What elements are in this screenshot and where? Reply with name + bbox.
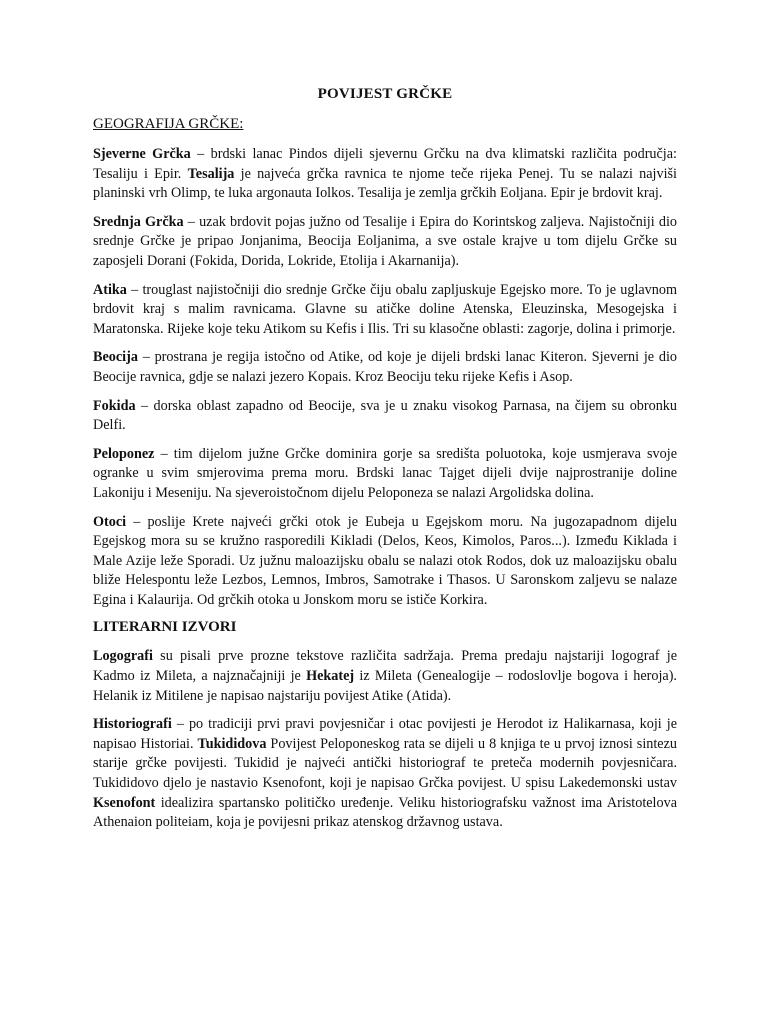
section-literarni-izvori — [93, 647, 677, 832]
section-heading-geografija: GEOGRAFIJA GRČKE: — [93, 116, 244, 132]
paragraph-text: – tim dijelom južne Grčke dominira gorje sa središta poluotoka, koje usmjerava svoje ogranke u svim smjerovima prema moru. Brdski lanac Tajget dijeli dvije najprostranije doline Lakoniju i Meseniju. Na sjeveroistočnom dijelu Peloponeza se nalazi Argolidska dolina. — [93, 445, 677, 501]
paragraph — [93, 715, 677, 833]
page-title: POVIJEST GRČKE — [317, 86, 453, 102]
bold-term: Peloponez — [93, 445, 155, 462]
paragraph — [93, 281, 677, 340]
bold-term: Tesalija — [187, 165, 235, 182]
paragraph-text: je najveća grčka ravnica te njome teče rijeka Penej. Tu se nalazi najviši planinski vrh Olimp, te luka argonauta Iolkos. Tesalija je zemlja grčkih Eoljana. Epir je brdovit kraj. — [93, 165, 677, 202]
bold-term: Atika — [93, 281, 127, 298]
paragraph-text: – uzak brdovit pojas južno od Tesalije i Epira do Korintskog zaljeva. Najistočniji dio srednje Grčke je pripao Jonjanima, Beocija Eoljanima, a sve ostale krajve u tom dijelu Grčke su zaposjeli Dorani (Fokida, Dorida, Lokride, Etolija i Akarnanija). — [93, 213, 677, 269]
section-heading-literarni-izvori: LITERARNI IZVORI — [93, 619, 237, 636]
paragraph-text: – po tradiciji prvi pravi povjesničar i otac povijesti je Herodot iz Halikarnasa, koji je napisao Historiai. — [93, 716, 677, 752]
bold-term: Logografi — [93, 648, 153, 665]
paragraph-text: idealizira spartansko političko uređenje. Veliku historiografsku važnost ima Aristotelova Athenaion politeiam, koja je povijesni prikaz atenskog državnog ustava. — [93, 794, 677, 831]
bold-term: Ksenofont — [93, 794, 156, 811]
paragraph — [93, 513, 677, 611]
bold-term: Beocija — [93, 349, 138, 366]
paragraph-text: iz Mileta (Genealogije – rodoslovlje bogova i heroja). Helanik iz Mitilene je napisao najstariju povijest Atike (Atida). — [93, 668, 677, 704]
paragraph — [93, 213, 677, 272]
paragraph-text: Povijest Peloponeskog rata se dijeli u 8 knjiga te u prvoj iznosi sintezu starije grčke povijesti. Tukidid je najveći antički historiograf te preteča modernih povjesničara. Tukididovo djelo je nastavio Ksenofont, koji je napisao Grčka povijest. U spisu Lakedemonski ustav — [93, 735, 677, 792]
paragraph-text: – brdski lanac Pindos dijeli sjevernu Grčku na dva klimatski različita područja: Tesaliju i Epir. — [93, 146, 677, 182]
paragraph-text: – trouglast najistočniji dio srednje Grčke čiju obalu zapljuskuje Egejsko more. To je uglavnom brdovit kraj s malim ravnicama. Glavne su atičke doline Atenska, Eleuzinska, Mesogejska i Maratonska. Rijeke koje teku Atikom su Kefis i Ilis. Tri su klasočne oblasti: zagorje, dolina i primorje. — [93, 281, 677, 337]
bold-term: Historiografi — [93, 716, 172, 733]
paragraph — [93, 348, 677, 387]
bold-term: Srednja Grčka — [93, 213, 184, 230]
section-geografija — [93, 145, 677, 610]
paragraph-text: – dorska oblast zapadno od Beocije, sva je u znaku visokog Parnasa, na čijem su obronku Delfi. — [93, 397, 677, 434]
paragraph-text: – poslije Krete najveći grčki otok je Eubeja u Egejskom moru. Na jugozapadnom dijelu Egejskog mora su se kružno rasporedili Kikladi (Delos, Keos, Kimolos, Paros...). Između Kiklada i Male Azije leže Sporadi. Uz južnu maloazijsku obalu se nalazi otok Rodos, dok uz maloazijsku obalu bliže Helespontu leže Lezbos, Lemnos, Imbros, Samotrake i Thasos. U Saronskom zaljevu se nalaze Egina i Kalaurija. Od grčkih otoka u Jonskom moru se ističe Korkira. — [93, 513, 677, 608]
bold-term: Otoci — [93, 513, 127, 530]
bold-term: Tukididova — [197, 735, 267, 752]
paragraph — [93, 145, 677, 204]
paragraph-text: su pisali prve prozne tekstove različita sadržaja. Prema predaju najstariji logograf je Kadmo iz Mileta, a najznačajniji je — [93, 648, 677, 685]
paragraph — [93, 647, 677, 706]
bold-term: Sjeverne Grčka — [93, 146, 191, 162]
bold-term: Fokida — [93, 397, 136, 414]
paragraph — [93, 397, 677, 436]
paragraph-text: – prostrana je regija istočno od Atike, od koje je dijeli brdski lanac Kiteron. Sjeverni je dio Beocije ravnica, gdje se nalazi jezero Kopais. Kroz Beociju teku rijeke Kefis i Asop. — [93, 349, 677, 385]
paragraph — [93, 445, 677, 504]
bold-term: Hekatej — [306, 668, 355, 685]
